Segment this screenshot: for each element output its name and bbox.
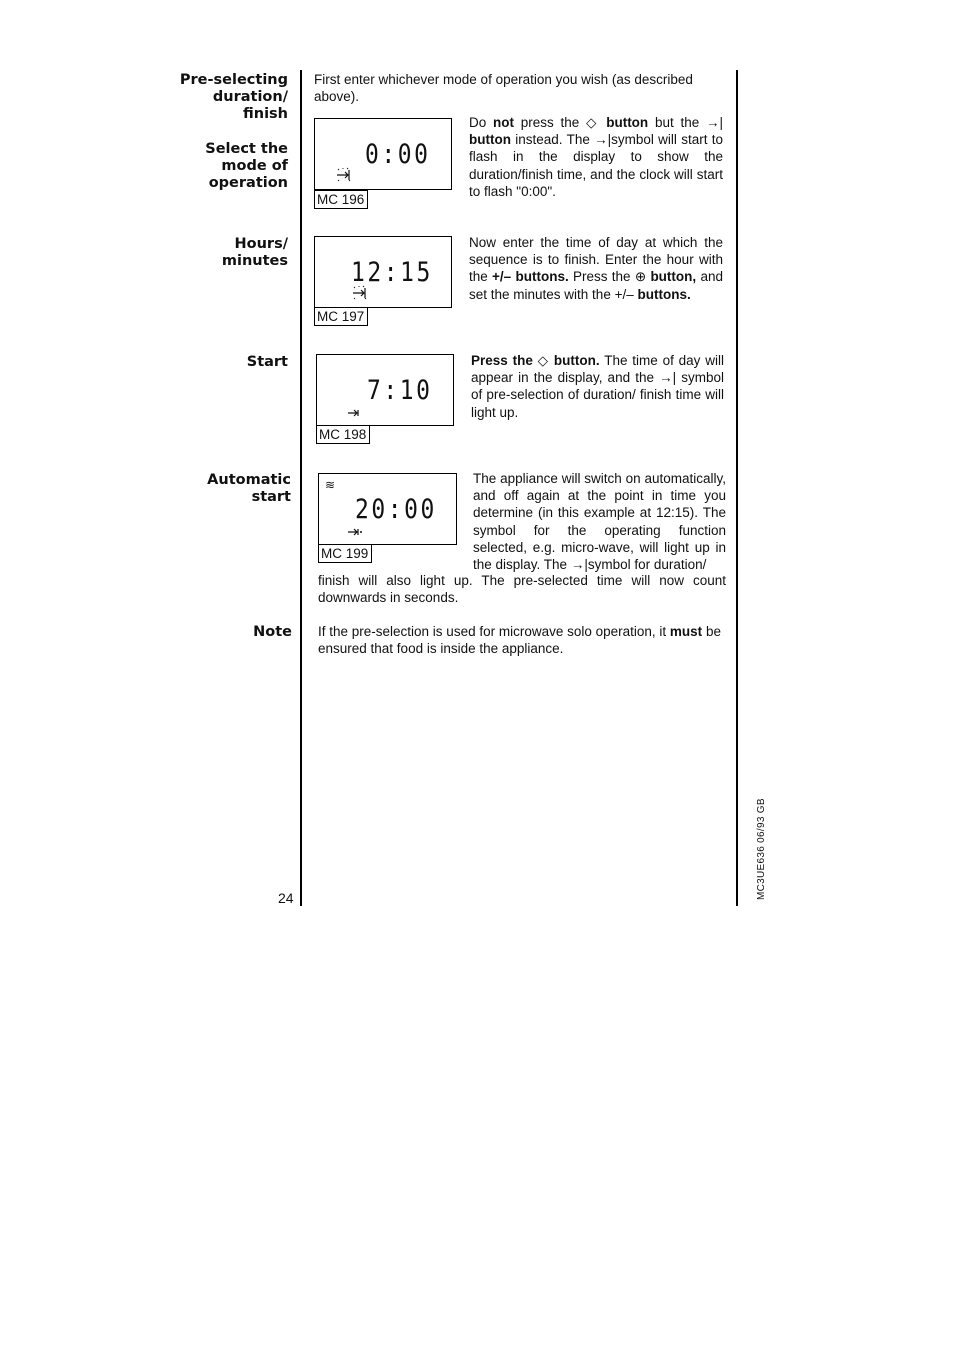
left-rule <box>300 70 302 906</box>
display-mc198 <box>316 354 454 426</box>
heading-hours-minutes: Hours/ minutes <box>221 236 288 269</box>
heading-note: Note <box>253 624 292 640</box>
finish-arrow-icon: →| <box>705 115 723 130</box>
heading-start: Start <box>246 354 288 370</box>
document-code: MC3UE636 06/93 GB <box>756 798 767 900</box>
finish-icon <box>347 528 363 539</box>
display-digits: 7:10 <box>367 375 433 406</box>
step3-text: Press the ◇ button. The time of day will appear in the display, and the →| symbol of pre-selection of duration/ finish time will light up. <box>471 353 724 420</box>
display-mc199 <box>318 473 457 545</box>
heading-automatic-start: Automatic start <box>207 472 291 505</box>
finish-icon <box>347 409 361 420</box>
finish-arrow-icon: →| <box>570 557 588 573</box>
flashing-finish-icon <box>335 167 353 186</box>
display-mc197 <box>314 236 452 308</box>
step2-text: Now enter the time of day at which the sequence is to finish. Enter the hour with the +/– buttons. Press the ⊕ button, and set the minutes with the +/– buttons. <box>469 235 723 302</box>
finish-arrow-icon: →| <box>659 370 677 386</box>
flashing-finish-icon <box>351 285 369 304</box>
display-digits: 20:00 <box>355 494 437 525</box>
label-mc198: MC 198 <box>316 425 370 444</box>
step4-text: The appliance will switch on automatically, and off again at the point in time you determine (in this example at 12:15). The symbol for the operating function selected, e.g. micro-wave, will light up in the display. The →|symbol for duration/ <box>473 471 726 573</box>
label-mc196: MC 196 <box>314 190 368 209</box>
right-rule <box>736 70 738 906</box>
label-mc197: MC 197 <box>314 307 368 326</box>
start-button-icon: ◇ <box>586 115 600 130</box>
heading-select-mode: Select the mode of operation <box>205 141 288 191</box>
label-mc199: MC 199 <box>318 544 372 563</box>
intro-text: First enter whichever mode of operation you wish (as described above). <box>314 72 693 105</box>
display-digits: 12:15 <box>351 257 433 288</box>
start-button-icon: ◇ <box>537 353 550 368</box>
heading-preselect: Pre-selecting duration/ finish <box>179 72 288 122</box>
clock-button-icon: ⊕ <box>634 269 647 285</box>
page-number: 24 <box>278 890 294 906</box>
finish-arrow-icon: →| <box>594 132 612 148</box>
display-mc196 <box>314 118 452 190</box>
note-text: If the pre-selection is used for microwave solo operation, it must be ensured that food is inside the appliance. <box>318 624 721 657</box>
microwave-icon: ≋ <box>325 478 336 492</box>
step1-text: Do not press the ◇ button but the →| button instead. The →|symbol will start to flash in the display to show the duration/finish time, and the clock will start to flash "0:00". <box>469 115 723 199</box>
display-digits: 0:00 <box>365 139 431 170</box>
step4-text-cont: finish will also light up. The pre-selected time will now count downwards in seconds. <box>318 573 726 606</box>
